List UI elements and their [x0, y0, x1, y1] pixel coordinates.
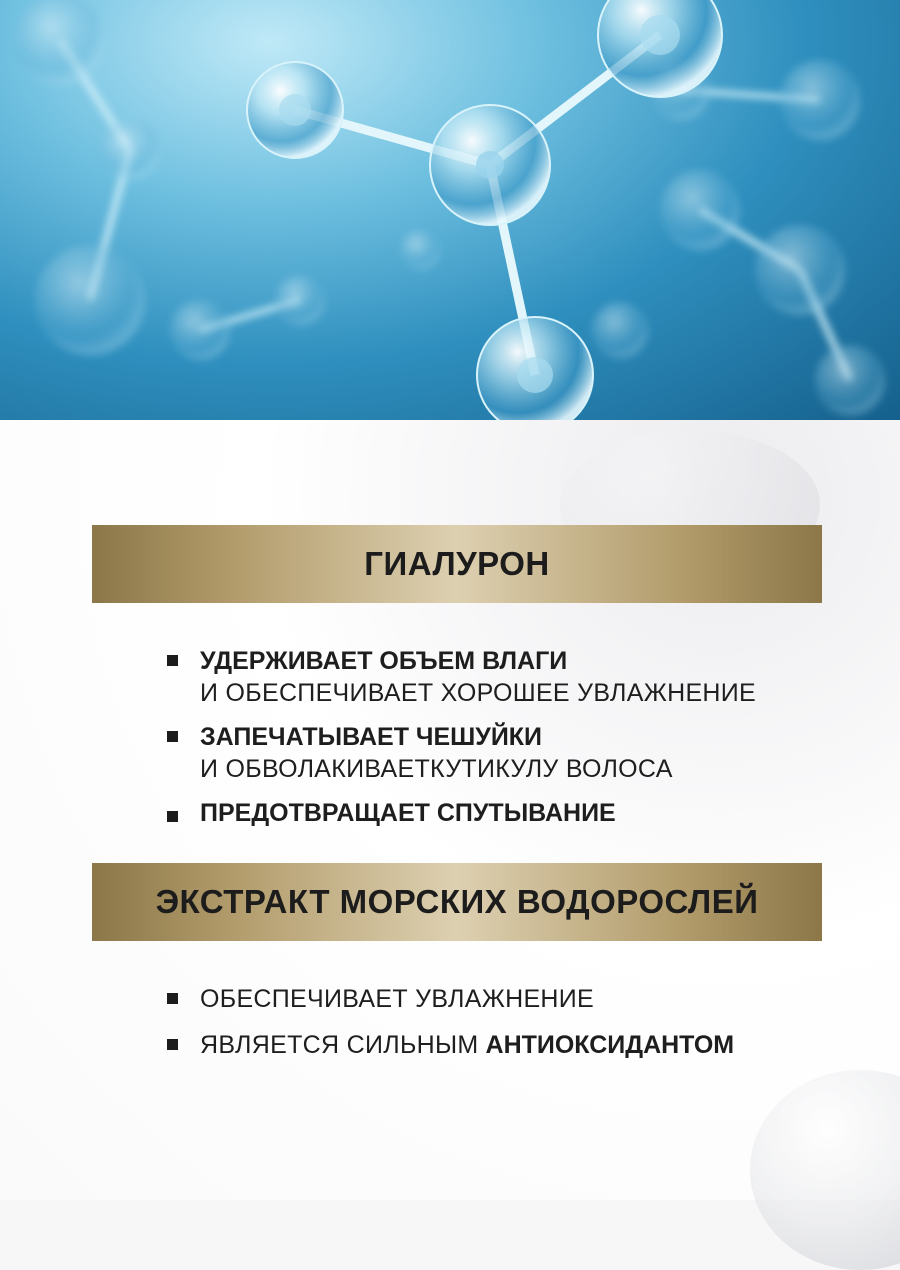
bullet-square-icon — [167, 731, 178, 742]
benefit-text: И ОБВОЛАКИВАЕТКУТИКУЛУ ВОЛОСА — [200, 755, 673, 783]
bullet-square-icon — [167, 993, 178, 1004]
bullet-square-icon — [167, 655, 178, 666]
benefit-text: И ОБЕСПЕЧИВАЕТ ХОРОШЕЕ УВЛАЖНЕНИЕ — [200, 679, 757, 707]
benefit-bold-text: ЗАПЕЧАТЫВАЕТ ЧЕШУЙКИ — [200, 723, 543, 751]
section-title: ЭКСТРАКТ МОРСКИХ ВОДОРОСЛЕЙ — [155, 883, 759, 920]
seaweed-benefits-list — [165, 983, 734, 1061]
benefit-bold-text: УДЕРЖИВАЕТ ОБЪЕМ ВЛАГИ — [200, 647, 568, 675]
benefit-bold-text: АНТИОКСИДАНТОМ — [485, 1031, 735, 1059]
benefit-text: ОБЕСПЕЧИВАЕТ УВЛАЖНЕНИЕ — [200, 985, 595, 1013]
bullet-square-icon — [167, 811, 178, 822]
section-title: ГИАЛУРОН — [364, 545, 550, 582]
hero-molecule-image — [0, 0, 900, 420]
benefit-bold-text: ПРЕДОТВРАЩАЕТ СПУТЫВАНИЕ — [200, 799, 616, 827]
list-item — [165, 645, 756, 709]
section-banner-seaweed — [92, 863, 822, 941]
list-item — [165, 983, 734, 1015]
bullet-square-icon — [167, 1039, 178, 1050]
benefit-text: ЯВЛЯЕТСЯ СИЛЬНЫМ — [200, 1031, 479, 1059]
list-item — [165, 797, 756, 829]
decorative-droplet — [750, 1070, 900, 1270]
section-banner-hyaluron — [92, 525, 822, 603]
hyaluron-benefits-list — [165, 645, 756, 829]
list-item — [165, 1029, 734, 1061]
list-item — [165, 721, 756, 785]
molecule-illustration — [0, 0, 900, 420]
